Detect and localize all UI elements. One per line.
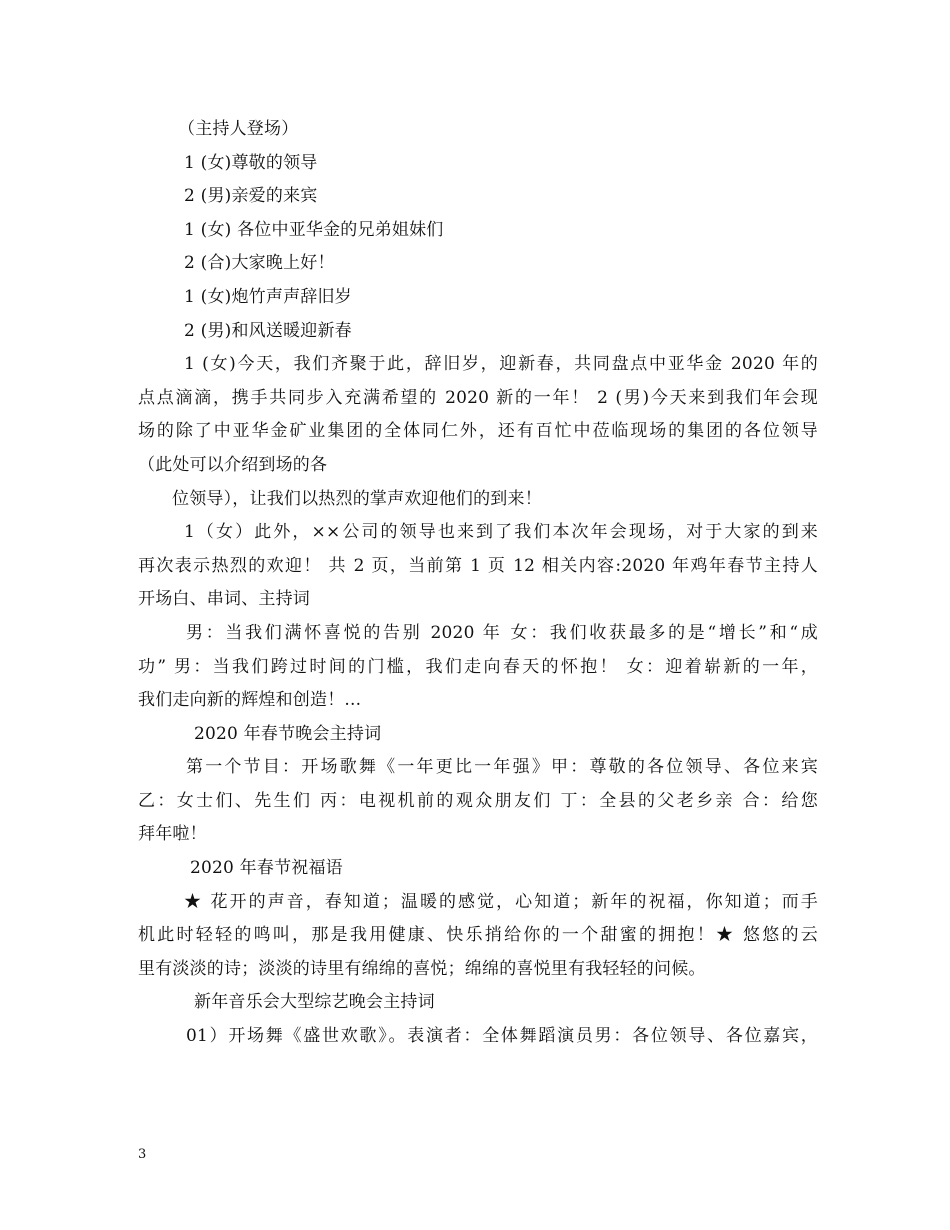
- document-body: [138, 113, 818, 1054]
- text-line: 点点滴滴，携手共同步入充满希望的 2020 新的一年！ 2 (男)今天来到我们年会现: [138, 387, 818, 408]
- text-line: 2 (男)亲爱的来宾: [184, 186, 318, 207]
- text-line: 01）开场舞《盛世欢歌》。表演者：全体舞蹈演员男：各位领导、各位嘉宾，: [186, 1026, 818, 1047]
- text-line: 2 (男)和风送暖迎新春: [184, 320, 352, 341]
- text-line: 我们走向新的辉煌和创造！...: [138, 690, 362, 711]
- section-heading: 2020 年春节祝福语: [190, 858, 343, 879]
- text-line: 1（女）此外，××公司的领导也来到了我们本次年会现场，对于大家的到来: [184, 522, 818, 543]
- text-line: ★ 花开的声音，春知道；温暖的感觉，心知道；新年的祝福，你知道；而手: [184, 891, 818, 912]
- text-line: 再次表示热烈的欢迎！ 共 2 页，当前第 1 页 12 相关内容:2020 年鸡年春节主持人: [138, 555, 818, 576]
- text-line: 1 (女) 各位中亚华金的兄弟姐妹们: [184, 219, 444, 240]
- text-line: 位领导），让我们以热烈的掌声欢迎他们的到来！: [172, 488, 542, 509]
- text-line: 机此时轻轻的鸣叫，那是我用健康、快乐捎给你的一个甜蜜的拥抱！★ 悠悠的云: [138, 925, 818, 946]
- text-line: （主持人登场）: [178, 119, 299, 139]
- text-line: 2 (合)大家晚上好！: [184, 253, 335, 274]
- text-line: 乙：女士们、先生们 丙：电视机前的观众朋友们 丁：全县的父老乡亲 合：给您: [138, 790, 818, 811]
- text-line: 功” 男：当我们跨过时间的门槛，我们走向春天的怀抱！ 女：迎着崭新的一年，: [138, 656, 818, 677]
- section-heading: 2020 年春节晚会主持词: [194, 723, 382, 744]
- text-line: 1 (女)今天，我们齐聚于此，辞旧岁，迎新春，共同盘点中亚华金 2020 年的: [184, 354, 818, 375]
- text-line: 男：当我们满怀喜悦的告别 2020 年 女：我们收获最多的是“增长”和“成: [186, 622, 818, 643]
- text-line: 1 (女)尊敬的领导: [184, 152, 318, 173]
- text-line: （此处可以介绍到场的各: [138, 454, 328, 475]
- text-line: 开场白、串词、主持词: [138, 589, 310, 610]
- text-line: 第一个节目：开场歌舞《一年更比一年强》甲：尊敬的各位领导、各位来宾: [186, 757, 818, 778]
- text-line: 里有淡淡的诗；淡淡的诗里有绵绵的喜悦；绵绵的喜悦里有我轻轻的问候。: [138, 958, 706, 979]
- text-line: 场的除了中亚华金矿业集团的全体同仁外，还有百忙中莅临现场的集团的各位领导: [138, 421, 818, 442]
- section-heading: 新年音乐会大型综艺晚会主持词: [194, 992, 435, 1013]
- page-number: 3: [138, 1147, 147, 1162]
- text-line: 拜年啦！: [138, 824, 207, 845]
- text-line: 1 (女)炮竹声声辞旧岁: [184, 286, 352, 307]
